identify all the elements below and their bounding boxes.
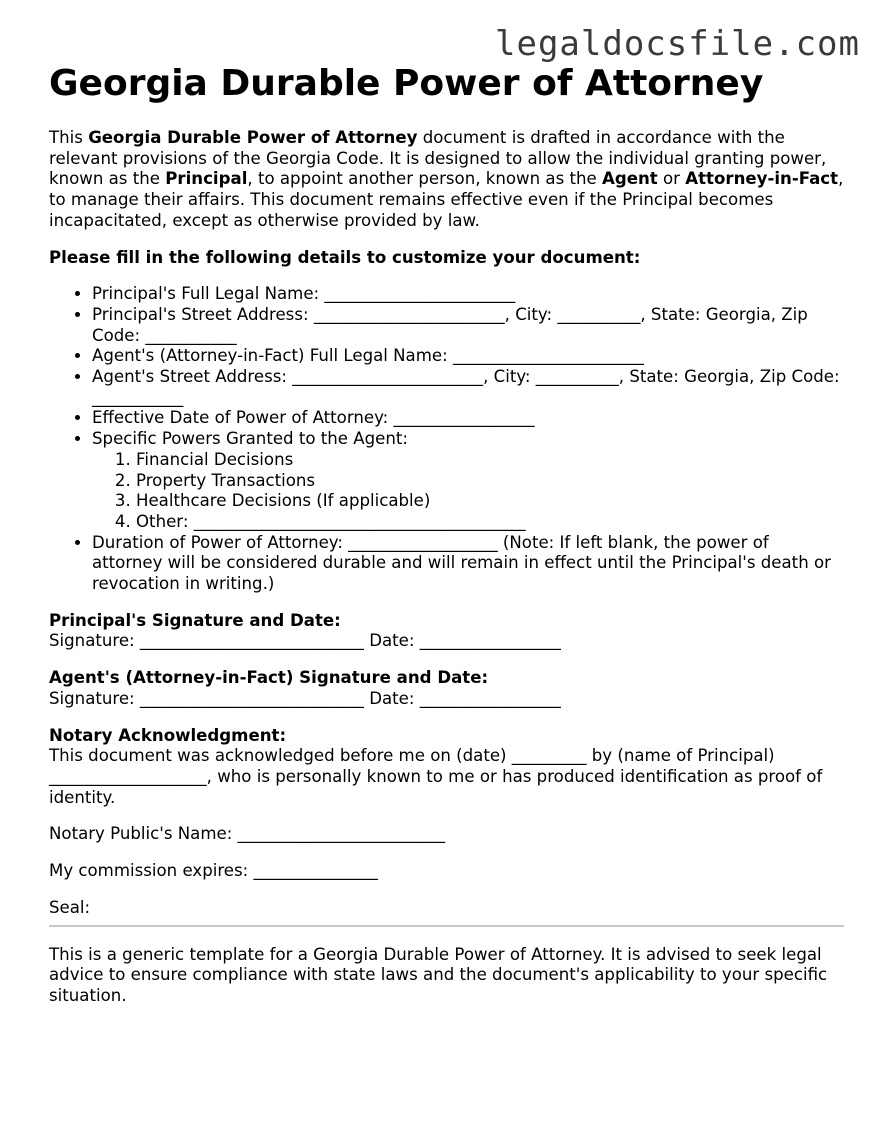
field-agent-name: • Agent's (Attorney-in-Fact) Full Legal Name: _______________________ bbox=[92, 346, 844, 367]
notary-text: This document was acknowledged before me on (date) _________ by (name of Principal) ___________________, who is personally known to me or has produced identification as proof of identity. bbox=[49, 746, 823, 807]
document-title: Georgia Durable Power of Attorney bbox=[49, 63, 764, 104]
watermark: legaldocsfile.com bbox=[495, 24, 860, 64]
powers-list bbox=[92, 450, 844, 533]
intro-text-2: document is drafted in accordance with the relevant provisions of the Georgia Code. It is designed to allow the individual granting power, known as the bbox=[49, 128, 827, 189]
document-page bbox=[49, 60, 844, 1007]
field-duration: • Duration of Power of Attorney: __________________ (Note: If left blank, the power of attorney will be considered durable and will remain in effect until the Principal's death or revocation in writing.) bbox=[92, 533, 844, 595]
intro-bold-principal: Principal bbox=[165, 169, 248, 189]
principal-signature-section bbox=[49, 611, 844, 652]
agent-signature-title: Agent's (Attorney-in-Fact) Signature and Date: bbox=[49, 668, 489, 688]
field-principal-name: • Principal's Full Legal Name: _______________________ bbox=[92, 284, 844, 305]
intro-bold-document-name: Georgia Durable Power of Attorney bbox=[88, 128, 418, 147]
power-item: 4. Other: ________________________________________ bbox=[136, 512, 844, 533]
power-item: 2. Property Transactions bbox=[136, 471, 844, 492]
principal-signature-title: Principal's Signature and Date: bbox=[49, 610, 341, 630]
powers-label: Specific Powers Granted to the Agent: bbox=[92, 429, 408, 449]
details-list bbox=[49, 284, 844, 595]
intro-bold-agent: Agent bbox=[602, 169, 658, 189]
power-item: 3. Healthcare Decisions (If applicable) bbox=[136, 491, 844, 512]
field-agent-address: • Agent's Street Address: _______________________, City: __________, State: Georgia, Zip Code: ___________ bbox=[92, 367, 844, 408]
principal-signature-line: Signature: ___________________________ Date: _________________ bbox=[49, 631, 561, 651]
intro-text-1: This bbox=[49, 128, 89, 147]
agent-signature-line: Signature: ___________________________ Date: _________________ bbox=[49, 688, 561, 708]
power-item: 1. Financial Decisions bbox=[136, 450, 844, 471]
agent-signature-section bbox=[49, 668, 844, 709]
intro-bold-attorney-in-fact: Attorney-in-Fact bbox=[685, 169, 839, 189]
notary-title: Notary Acknowledgment: bbox=[49, 725, 287, 745]
field-specific-powers bbox=[92, 429, 844, 533]
footer-disclaimer: This is a generic template for a Georgia Durable Power of Attorney. It is advised to seek legal advice to ensure compliance with state laws and the document's applicability to your specific situation. bbox=[49, 944, 828, 1005]
field-effective-date: • Effective Date of Power of Attorney: _________________ bbox=[92, 408, 844, 429]
fill-details-heading: Please fill in the following details to customize your document: bbox=[49, 247, 641, 267]
notary-commission-line: My commission expires: _______________ bbox=[49, 861, 378, 881]
notary-section bbox=[49, 726, 844, 919]
divider bbox=[49, 925, 844, 927]
intro-text-3: , to appoint another person, known as the bbox=[247, 169, 603, 189]
intro-text-5: , to manage their affairs. This document remains effective even if the Principal becomes incapacitated, except as otherwise provided by law. bbox=[49, 169, 844, 230]
intro-text-4: or bbox=[657, 169, 686, 189]
intro-paragraph bbox=[49, 128, 844, 232]
notary-seal-label: Seal: bbox=[49, 897, 91, 917]
notary-name-line: Notary Public's Name: _________________________ bbox=[49, 824, 445, 844]
field-principal-address: • Principal's Street Address: _______________________, City: __________, State: Georgia, Zip Code: ___________ bbox=[92, 305, 844, 346]
